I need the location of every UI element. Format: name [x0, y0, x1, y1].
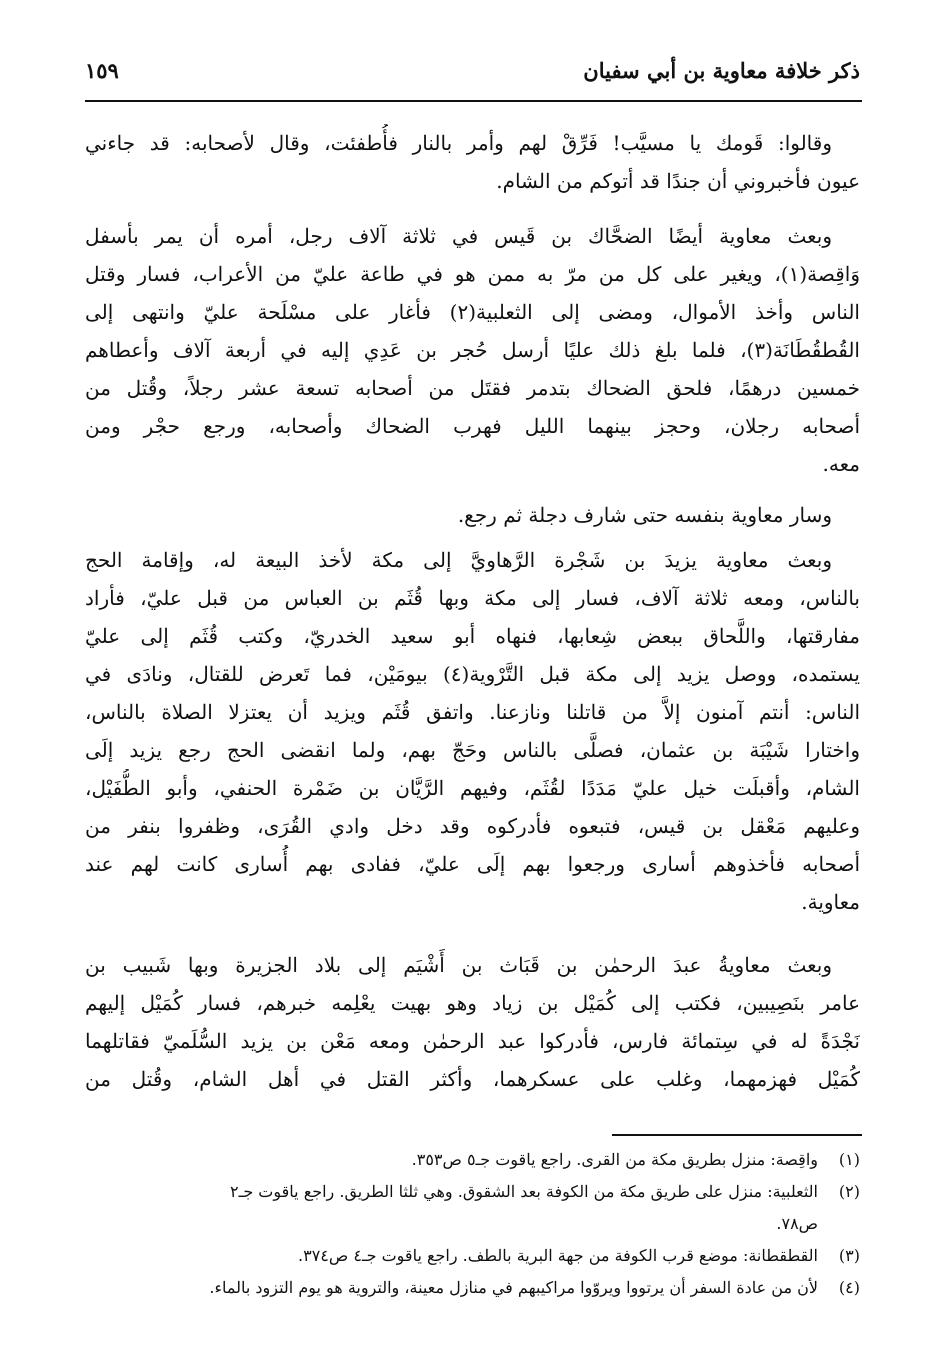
- text-line: وبعث معاوية أيضًا الضحَّاك بن قَيس في ثلاثة آلاف رجل، أمره أن يمر بأسفل: [85, 224, 832, 248]
- footnote-body: [85, 1272, 818, 1304]
- footnote: [85, 1240, 860, 1272]
- text-line: مفارقتها، واللَّحاق ببعض شِعابها، فنهاه أبو سعيد الخدريّ، وكتب قُثَم إلى عليّ: [85, 624, 860, 648]
- text-line: الناس: أنتم آمنون إلاَّ من قاتلنا ونازعنا. واتفق قُثَم ويزيد أن يعتزلا الصلاة بالناس،: [85, 700, 860, 724]
- footnote-number: (٢): [838, 1182, 860, 1201]
- footnote-text: الثعلبية: منزل على طريق مكة من الكوفة بعد الشقوق. وهي ثلثا الطريق. راجع ياقوت جـ٢: [230, 1182, 818, 1201]
- text-line: وبعث معاوية يزيدَ بن شَجْرة الرَّهاويَّ إلى مكة لأخذ البيعة له، وإقامة الحج: [85, 548, 832, 572]
- footnote-body: [85, 1144, 818, 1176]
- footnote-text: القطقطانة: موضع قرب الكوفة من جهة البرية بالطف. راجع ياقوت جـ٤ ص٣٧٤.: [298, 1246, 818, 1265]
- text-line: وبعث معاويةُ عبدَ الرحمٰن بن قَبَاث بن أَشْيَم إلى بلاد الجزيرة وبها شَبيب بن: [85, 953, 832, 977]
- text-line: وعليهم مَعْقل بن قيس، فتبعوه فأدركوه وقد دخل وادي القُرَى، وظفروا بنفر من: [85, 814, 860, 838]
- footnote: [85, 1272, 860, 1304]
- text-line: الشام، وأقبلَت خيل عليّ مَدَدًا لقُثَم، وفيهم الرَّيَّان بن ضَمْرة الحنفي، وأبو الطُّفَيْل،: [85, 776, 860, 800]
- main-text: [85, 124, 860, 1098]
- text-line: عامر بنَصِيبين، فكتب إلى كُمَيْل بن زياد وهو بهيت يعْلِمه خبرهم، فسار كُمَيْل إليهم: [85, 991, 860, 1015]
- text-line: يستمده، ووصل يزيد إلى مكة قبل التَّرْوية(٤) بيومَيْن، فما تَعرض للقتال، ونادَى في: [85, 662, 860, 686]
- footnote-body: [85, 1176, 818, 1240]
- text-line: القُطقُطَانَة(٣)، فلما بلغ ذلك عليًا أرسل حُجر بن عَدِي إليه في أربعة آلاف وأعطاهم: [85, 338, 860, 362]
- paragraph: [85, 217, 860, 483]
- text-line: معه.: [822, 452, 860, 476]
- text-line: واختارا شَيْبَة بن عثمان، فصلَّى بالناس وحَجّ بهم، ولما انقضى الحج رجع يزيد إلَى: [85, 738, 860, 762]
- footnote-number: (١): [838, 1150, 860, 1169]
- text-line: معاوية.: [801, 890, 860, 914]
- text-line: أصحابه رجلان، وحجز بينهما الليل فهرب الضحاك وأصحابه، ورجع حجْر ومن: [85, 414, 860, 438]
- text-line: نَجْدَةً له في سِتمائة فارس، فأدركوا عبد الرحمٰن ومعه مَعْن بن يزيد السُّلَميّ فقاتلهما: [85, 1029, 860, 1053]
- footnote: [85, 1176, 860, 1240]
- footnotes: [85, 1144, 860, 1304]
- footnote-number: (٣): [838, 1246, 860, 1265]
- footnote-rule: [612, 1134, 862, 1136]
- paragraph: [85, 541, 860, 921]
- text-line: عيون فأخبروني أن جندًا قد أتوكم من الشام.: [496, 169, 860, 193]
- footnote-text: ص٧٨.: [776, 1214, 818, 1233]
- footnote-number: (٤): [838, 1278, 860, 1297]
- paragraph: [85, 496, 860, 534]
- footnote: [85, 1144, 860, 1176]
- footnote-text: لأن من عادة السفر أن يرتووا ويروّوا مراكيبهم في منازل معينة، والتروية هو يوم التزود بالماء.: [209, 1278, 818, 1297]
- footnote-body: [85, 1240, 818, 1272]
- running-title: ذكر خلافة معاوية بن أبي سفيان: [583, 58, 860, 83]
- text-line: خمسين درهمًا، فلحق الضحاك بتدمر فقتَل من أصحابه تسعة عشر رجلاً، وقُتل من: [85, 376, 860, 400]
- text-line: أصحابه فأخذوهم أسارى ورجعوا بهم إلَى عليّ، ففادى بهم أُسارى كانت لهم عند: [85, 852, 860, 876]
- text-line: الناس وأخذ الأموال، ومضى إلى الثعلبية(٢) فأغار على مسْلَحة عليّ وانتهى إلى: [85, 300, 860, 324]
- header-rule: [85, 100, 862, 102]
- page-header: [85, 58, 860, 98]
- paragraph: [85, 124, 860, 200]
- text-line: بالناس، ومعه ثلاثة آلاف، فسار إلى مكة وبها قُثَم بن العباس من قبل عليّ، فأراد: [85, 586, 860, 610]
- text-line: كُمَيْل فهزمهما، وغلب على عسكرهما، وأكثر القتل في أهل الشام، وقُتل من: [85, 1067, 860, 1091]
- text-line: وسار معاوية بنفسه حتى شارف دجلة ثم رجع.: [457, 503, 832, 527]
- text-line: وَاقِصة(١)، ويغير على كل من مرّ به ممن هو في طاعة عليّ من الأعراب، فسار وقتل: [85, 262, 860, 286]
- paragraph: [85, 946, 860, 1098]
- text-line: وقالوا: قَومك يا مسيَّب! فَرِّقْ لهم وأمر بالنار فأُطفئت، وقال لأصحابه: قد جاءني: [85, 131, 832, 155]
- footnote-text: واقِصة: منزل بطريق مكة من القرى. راجع ياقوت جـ٥ ص٣٥٣.: [411, 1150, 818, 1169]
- page-number: ١٥٩: [85, 58, 119, 83]
